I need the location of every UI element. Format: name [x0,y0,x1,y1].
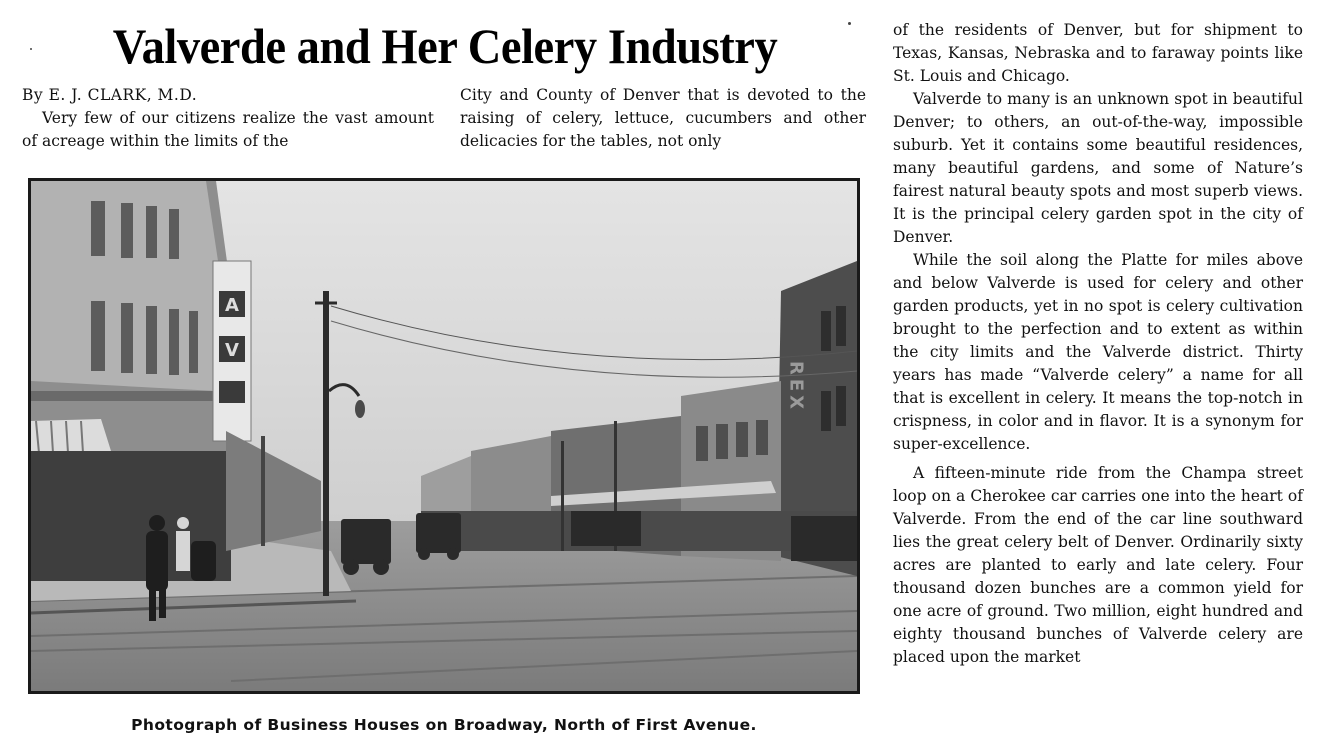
sign-letter-v: V [225,340,239,361]
street-photograph [28,178,860,694]
text-column-1 [22,84,434,153]
sign-letter-a: A [225,295,239,316]
rex-sign: REX [785,361,807,414]
paragraph-platte-soil: While the soil along the Platte for miles above and below Valverde is used for celery and other garden products, yet in no spot is celery cultivation brought to the perfection and to extent as within the city limits and the Valverde district. Thirty years has made “Valverde celery” a name for all that is excellent in celery. It means the top-notch in crispness, in color and in flavor. It is a synonym for super-excellence. [893,251,1303,453]
print-speck [30,48,32,50]
photo-caption: Photograph of Business Houses on Broadway, North of First Avenue. [131,716,757,734]
byline: By E. J. CLARK, M.D. [22,86,198,104]
paragraph-shipment: of the residents of Denver, but for shipment to Texas, Kansas, Nebraska and to faraway points like St. Louis and Chicago. [893,21,1303,85]
article-title: Valverde and Her Celery Industry [112,18,778,74]
text-column-3 [893,19,1303,669]
text-column-2 [460,84,866,153]
paragraph-intro-part2: City and County of Denver that is devoted to the raising of celery, lettuce, cucumbers and other delicacies for the tables, not only [460,86,866,150]
paragraph-intro-part1: Very few of our citizens realize the vast amount of acreage within the limits of the [22,109,434,150]
paragraph-valverde-unknown: Valverde to many is an unknown spot in beautiful Denver; to others, an out-of-the-way, impossible suburb. Yet it contains some beautiful residences, many beautiful gardens, and some of Nature’s fairest natural beauty spots and most superb views. It is the principal celery garden spot in the city of Denver. [893,90,1303,246]
paragraph-cherokee-car: A fifteen-minute ride from the Champa street loop on a Cherokee car carries one into the heart of Valverde. From the end of the car line southward lies the great celery belt of Denver. Ordinarily sixty acres are planted to early and late celery. Four thousand dozen bunches are a common yield for one acre of ground. Two million, eight hundred and eighty thousand bunches of Valverde celery are placed upon the market [893,464,1303,666]
print-speck [848,22,851,25]
